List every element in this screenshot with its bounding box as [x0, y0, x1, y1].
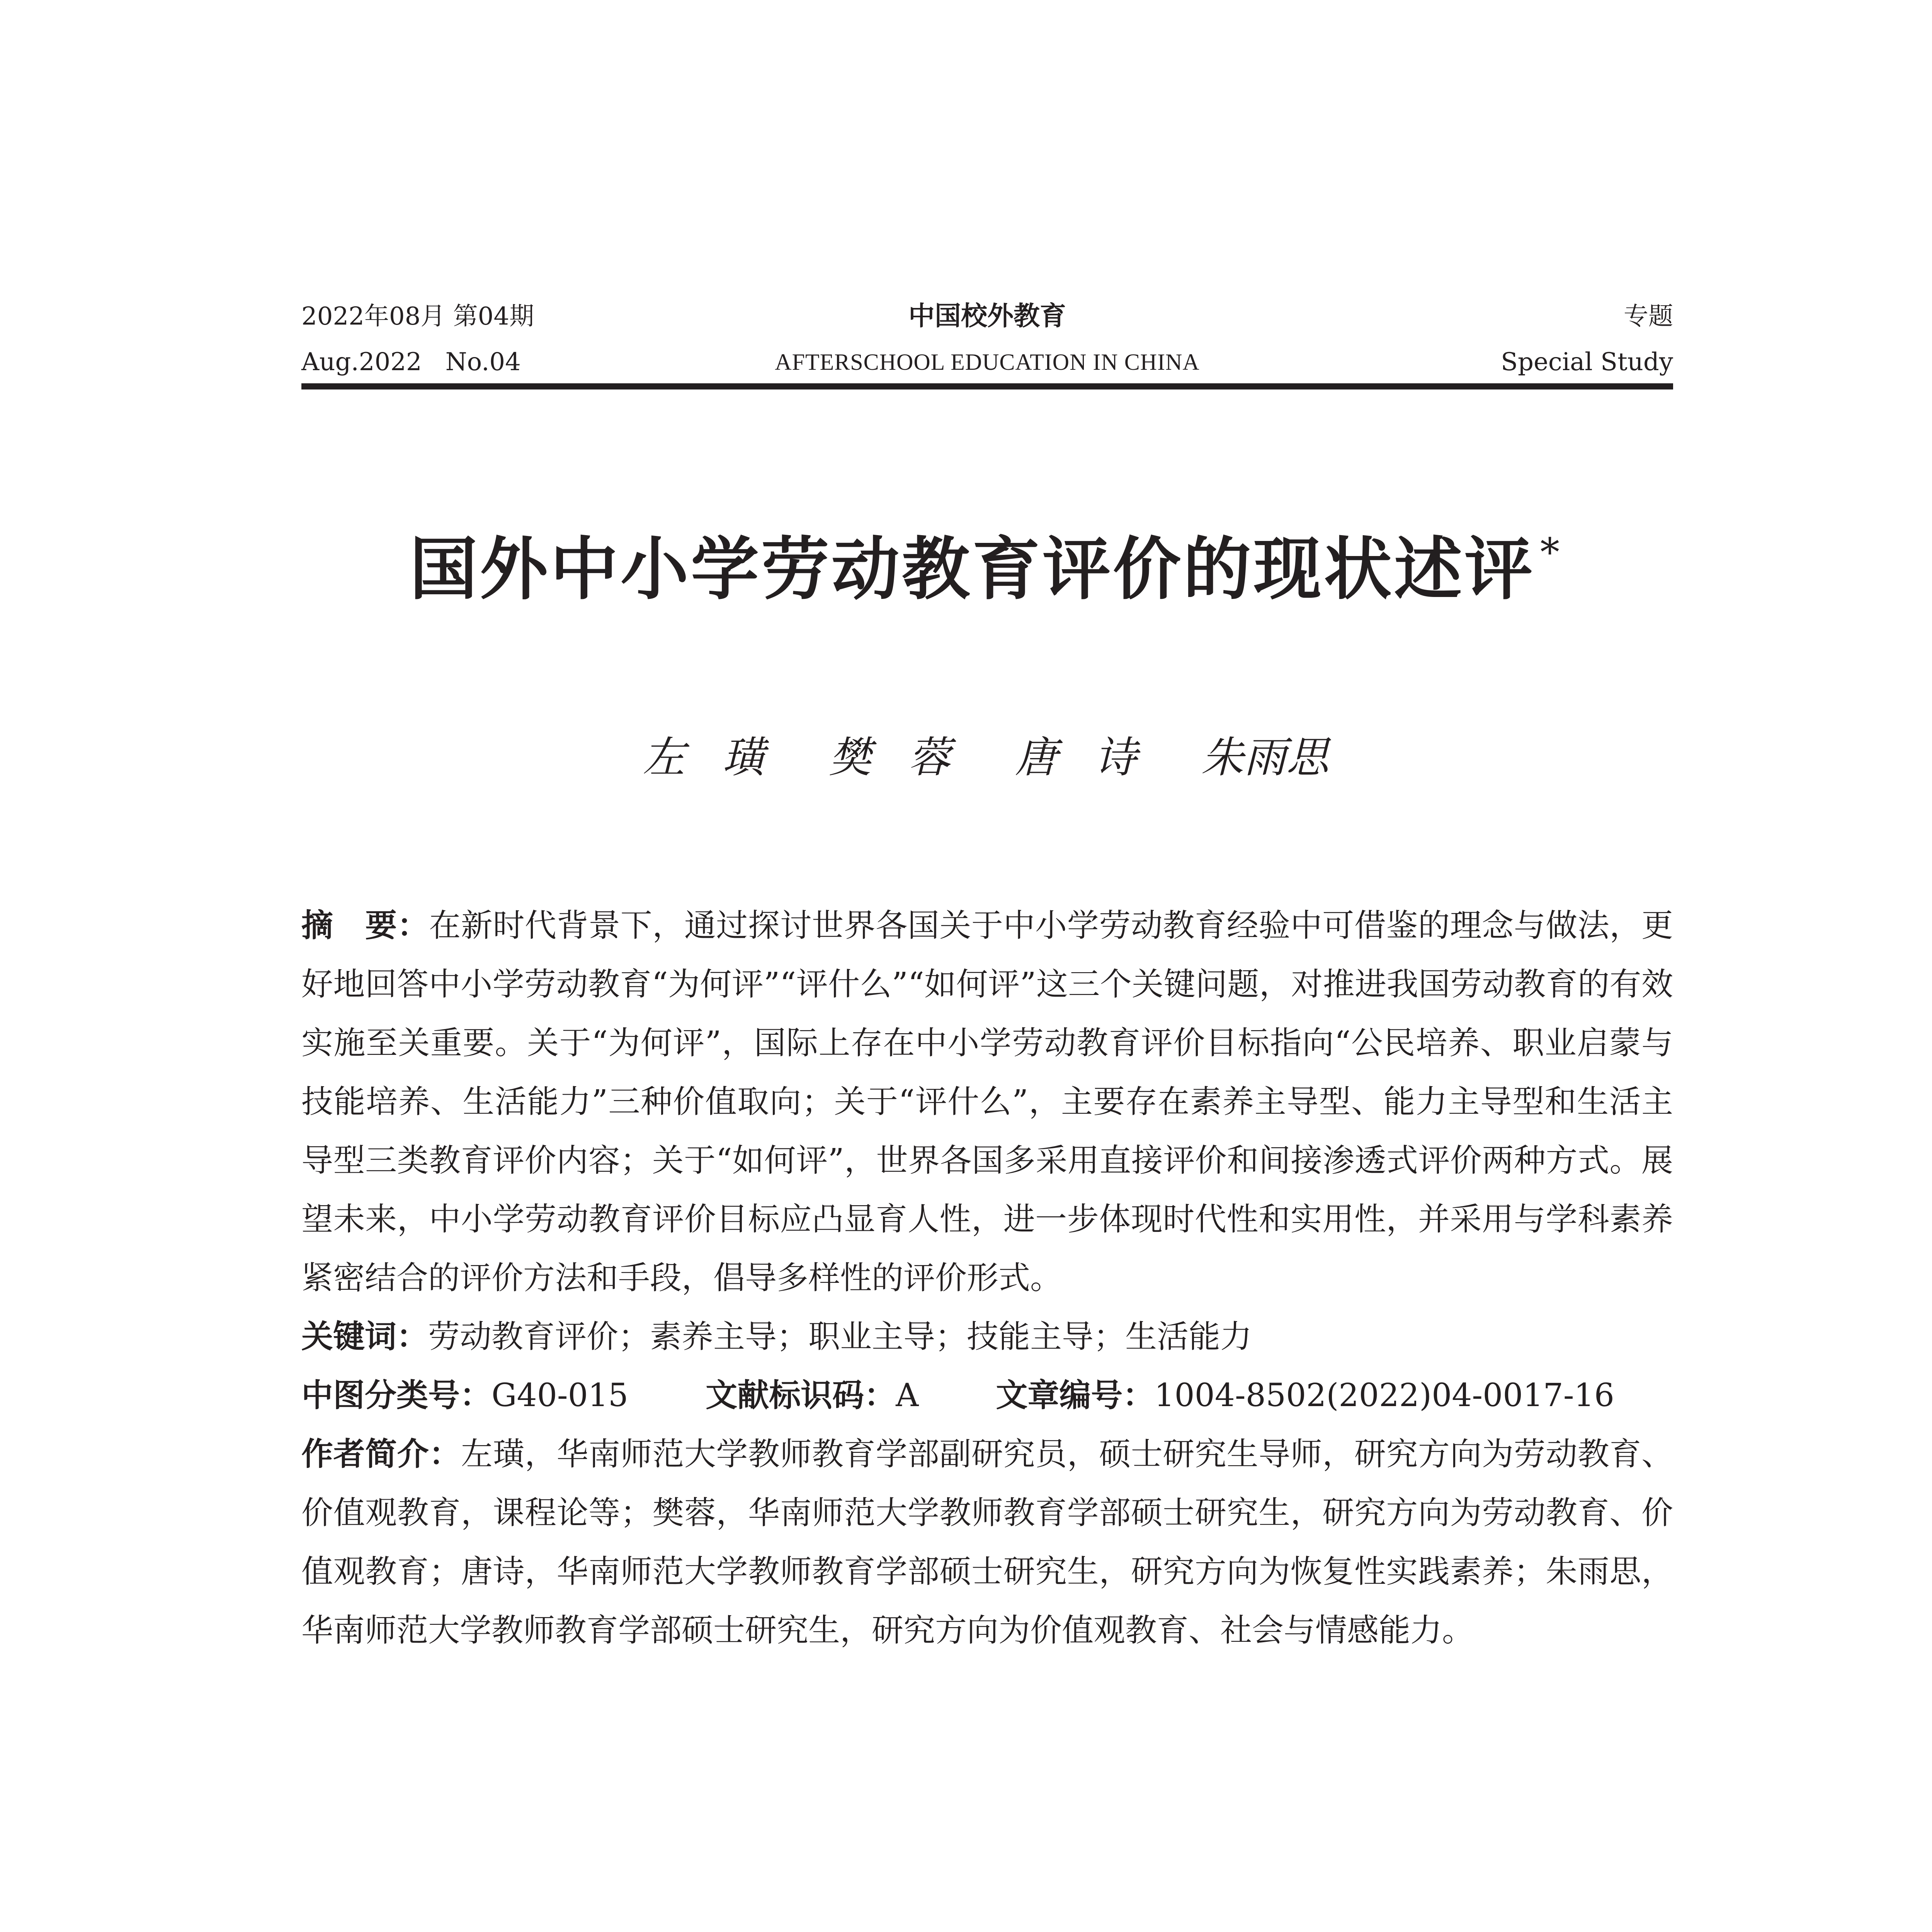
clc-value: G40-015 [492, 1377, 629, 1414]
author-name: 左 璜 [643, 733, 765, 782]
title-footnote-mark: * [1540, 530, 1562, 575]
article-number-value: 1004-8502(2022)04-0017-16 [1154, 1377, 1614, 1414]
author-name: 唐 诗 [1015, 733, 1137, 782]
issue-cn: 2022年08月 第04期 [301, 302, 534, 331]
article-number-label: 文章编号： [996, 1377, 1155, 1414]
keywords-text: 劳动教育评价；素养主导；职业主导；技能主导；生活能力 [428, 1318, 1252, 1355]
author-info-text: 左璜，华南师范大学教师教育学部副研究员，硕士研究生导师，研究方向为劳动教育、价值观教育，课程论等；樊蓉，华南师范大学教师教育学部硕士研究生，研究方向为劳动教育、价值观教育；唐诗，华南师范大学教师教育学部硕士研究生，研究方向为恢复性实践素养；朱雨思，华南师范大学教师教育学部硕士研究生，研究方向为价值观教育、社会与情感能力。 [301, 1436, 1673, 1649]
journal-name-en: AFTERSCHOOL EDUCATION IN CHINA [775, 349, 1200, 375]
issue-en: Aug.2022 No.04 [301, 348, 521, 376]
article-title [0, 506, 1932, 616]
journal-name-cn: 中国校外教育 [908, 301, 1066, 332]
section-info [1501, 294, 1673, 385]
author-list [0, 726, 1932, 788]
clc-label: 中图分类号： [301, 1377, 492, 1414]
abstract-text: 在新时代背景下，通过探讨世界各国关于中小学劳动教育经验中可借鉴的理念与做法，更好地回答中小学劳动教育“为何评”“评什么”“如何评”这三个关键问题，对推进我国劳动教育的有效实施至关重要。关于“为何评”，国际上存在中小学劳动教育评价目标指向“公民培养、职业启蒙与技能培养、生活能力”三种价值取向；关于“评什么”，主要存在素养主导型、能力主导型和生活主导型三类教育评价内容；关于“如何评”，世界各国多采用直接评价和间接渗透式评价两种方式。展望未来，中小学劳动教育评价目标应凸显育人性，进一步体现时代性和实用性，并采用与学科素养紧密结合的评价方法和手段，倡导多样性的评价形式。 [301, 907, 1673, 1296]
running-header [301, 294, 1673, 394]
author-name: 朱雨思 [1201, 733, 1329, 782]
header-rule [301, 383, 1673, 389]
section-cn: 专题 [1624, 302, 1673, 331]
author-info-label: 作者简介： [301, 1436, 461, 1473]
article-title-text: 国外中小学劳动教育评价的现状述评 [409, 529, 1535, 609]
keywords [301, 1308, 1673, 1366]
section-en: Special Study [1501, 348, 1673, 376]
abstract [301, 896, 1673, 1308]
author-name: 樊 蓉 [829, 733, 951, 782]
author-info [301, 1425, 1673, 1660]
classification-line [301, 1366, 1673, 1425]
journal-name [301, 294, 1673, 385]
doc-code-label: 文献标识码： [706, 1377, 896, 1414]
doc-code-value: A [896, 1377, 919, 1414]
abstract-label: 摘 要： [301, 907, 429, 944]
front-matter [301, 896, 1673, 1660]
keywords-label: 关键词： [301, 1318, 429, 1355]
